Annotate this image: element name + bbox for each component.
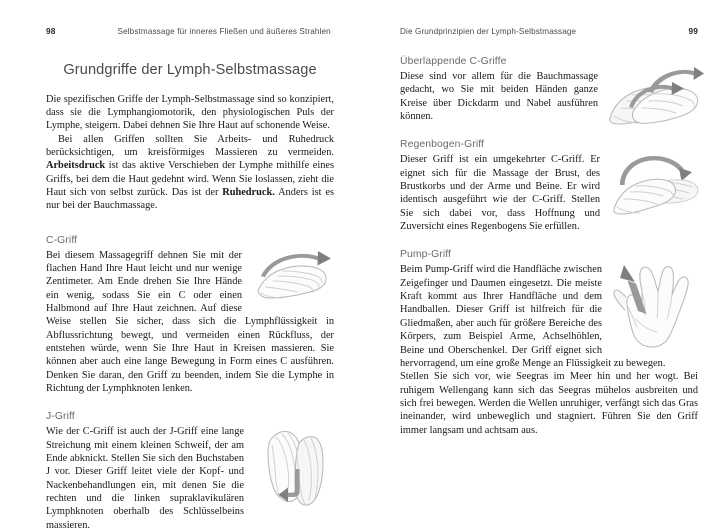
section-heading-j-griff: J-Griff [46, 411, 75, 423]
emphasis-arbeitsdruck: Arbeitsdruck [46, 160, 106, 172]
section-text-j-griff: Wie der C-Griff ist auch der J-Griff eine lange Streichung mit einem kleinen Schweif, der am Ende abknickt. Stellen Sie sich den Buchstaben J vor. Dieser Griff leitet viele der Kopf- und Nackenbehandlungen ein, mit denen Sie die rechten und die linken supraklavikulären Lymphknoten oberhalb des Schlüsselbeins massieren. [46, 426, 244, 531]
rainbow-arc-hands-illustration [610, 151, 702, 221]
intro-p2-part-a: Bei allen Griffen sollten Sie Arbeits- und Ruhedruck berücksichtigen, um kreisförmiges Massieren zu vermeiden. [46, 133, 334, 158]
section-text-regenbogen-griff: Dieser Griff ist ein umgekehrter C-Griff. Er eignet sich für die Massage der Brust, des Brustkorbs und der Arme und Beine. Er wird identisch ausgeführt wie der C-Griff. Stellen Sie sich dabei vor, dass Hoffnung und Zuversicht eines Regenbogens Sie erfüllen. [400, 154, 600, 233]
spacer [400, 40, 698, 55]
emphasis-ruhedruck: Ruhedruck. [222, 186, 275, 198]
spacer [46, 395, 334, 410]
section-text-pump-griff-2: Stellen Sie sich vor, wie Seegras im Meer hin und her wogt. Bei ruhigem Wellengang kann sich das Seegras mühelos ausbreiten und sich frei bewegen. Werden die Wellen unruhiger, verfängt sich das Gras ineinander, wird unbeweglich und stagniert. Führen Sie den Griff immer langsam und achtsam aus. [400, 371, 698, 436]
section-heading-c-griff: C-Griff [46, 234, 78, 246]
intro-paragraph-1: Die spezifischen Griffe der Lymph-Selbstmassage sind so konzipiert, dass sie die Lymphangiomotorik, den physiologischen Puls der Lymphe, steigern. Dabei dehnen Sie Ihre Haut auf schonende Weise. [46, 93, 334, 132]
open-hand-pump-illustration [612, 261, 696, 353]
right-page [360, 0, 720, 515]
section-heading-pump-griff: Pump-Griff [400, 249, 452, 261]
intro-paragraph-2 [46, 133, 334, 213]
running-head-text-left: Selbstmassage für inneres Fließen und äußeres Strahlen [117, 27, 331, 36]
spacer [400, 233, 698, 248]
overlapping-hands-illustration [608, 64, 704, 136]
running-head-right [400, 26, 698, 40]
chapter-title: Grundgriffe der Lymph-Selbstmassage [63, 62, 317, 78]
left-page [0, 0, 360, 531]
running-head-text-right: Die Grundprinzipien der Lymph-Selbstmassage [400, 27, 577, 36]
section-text-ueberlappende-c-griffe: Diese sind vor allem für die Bauchmassage gedacht, wo Sie mit beiden Händen ganze Kreise über Dickdarm und Nabel ausführen können. [400, 71, 598, 123]
intro-p2-part-b: ist das aktive Verschieben der Lymphe mithilfe eines Griffs, bei dem die Haut gedehnt wird. Wenn Sie loslassen, zieht die Haut sich von selbst zurück. Das ist der [46, 160, 334, 198]
folio-right: 99 [688, 26, 698, 36]
spacer [46, 213, 334, 234]
praying-hands-j-griff-illustration [254, 425, 334, 511]
section-text-pump-griff-1: Beim Pump-Griff wird die Handfläche zwischen Zeigefinger und Daumen eingesetzt. Die meiste Kraft kommt aus Ihrer Handfläche und dem Handballen. Dieser Griff ist hilfreich für die Gliedmaßen, aber auch für größere Bereiche des Körpers, zum Beispiel Arme, Achselhöhlen, Beine und Oberschenkel. Der Griff eignet sich hervorragend, um eine große Menge an Flüssigkeit zu bewegen. [400, 264, 666, 369]
intro-p2-part-c: Anders ist es nur bei der Bauchmassage. [46, 186, 334, 212]
section-text-c-griff: Bei diesem Massagegriff dehnen Sie mit der flachen Hand Ihre Haut leicht und nur wenige Zentimeter. Am Ende drehen Sie Ihre Hände ein wenig, sodass Sie ein C oder einen Halbmond auf Ihre Haut zeichnen. Auf diese Weise stellen Sie sicher, dass sich die Lymphflüssigkeit in Abflussrichtung bewegt, und vermeiden einen Rückfluss, der entstehen würde, wenn Sie Ihre Haut in Kreisen massieren. Sie können aber auch eine lange Bewegung in Form eines C ausführen. Denken Sie daran, den Griff zu beenden, indem Sie die Lymphe in Richtung der Lymphknoten lenken. [46, 249, 334, 395]
folio-left: 98 [46, 26, 56, 36]
running-head-left [46, 26, 334, 40]
section-heading-regenbogen-griff: Regenbogen-Griff [400, 139, 485, 151]
hand-c-griff-illustration [252, 247, 338, 309]
section-heading-ueberlappende-c-griffe: Überlappende C-Griffe [400, 56, 507, 67]
